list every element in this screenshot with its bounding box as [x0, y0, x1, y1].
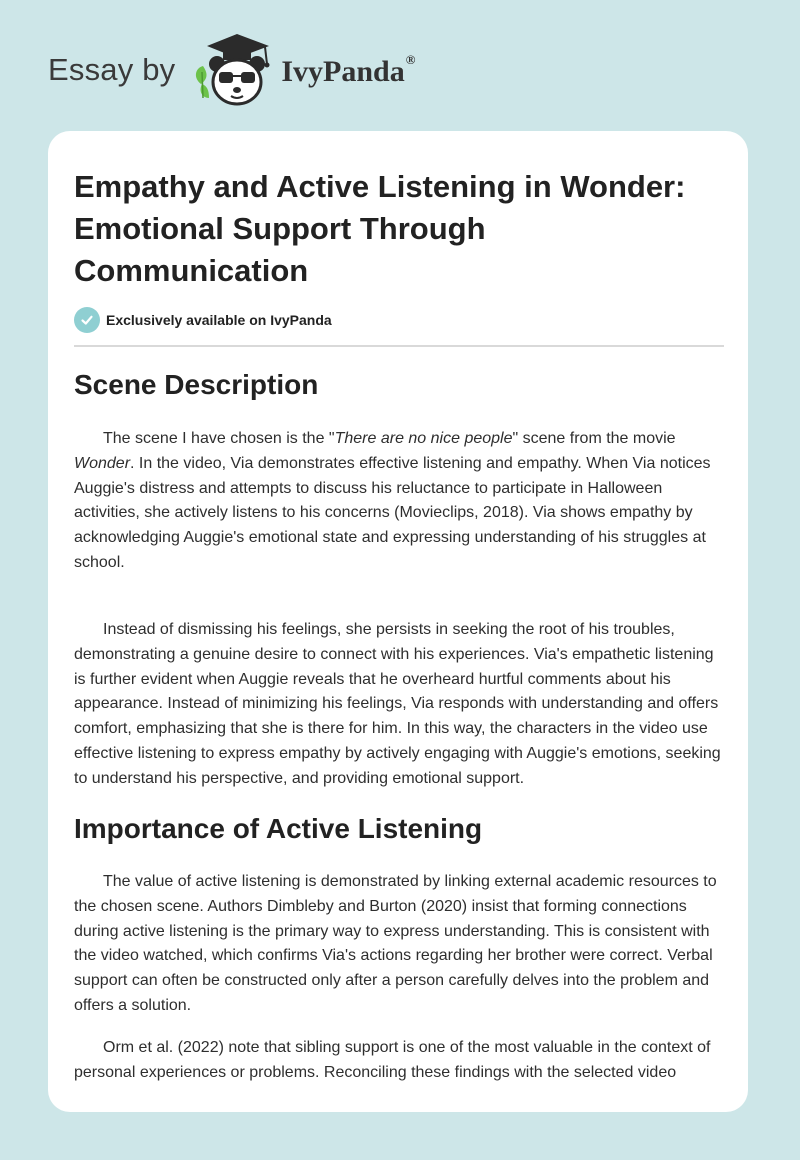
paragraph: Orm et al. (2022) note that sibling support is one of the most valuable in the context of personal experiences or problems. Reconciling these findings with the selected video: [74, 1039, 711, 1081]
registered-mark: ®: [405, 52, 416, 67]
exclusive-label: Exclusively available on IvyPanda: [106, 312, 332, 328]
panda-graduate-logo[interactable]: [189, 32, 279, 108]
brand-name[interactable]: IvyPanda®: [281, 52, 416, 88]
paragraph: The value of active listening is demonstrated by linking external academic resources to the chosen scene. Authors Dimbleby and Burton (2020) insist that forming connections during active listening is the primary way to express understanding. This is consistent with the video watched, which confirms Via's actions regarding her brother were correct. Verbal support can often be constructed only after a person carefully delves into the problem and offers a solution.: [74, 873, 717, 1014]
section-heading-importance-of-active-listening: Importance of Active Listening: [74, 813, 483, 844]
divider: [74, 345, 724, 347]
essay-card: [48, 131, 748, 1112]
essay-title: Empathy and Active Listening in Wonder: Emotional Support Through Communication: [74, 169, 686, 288]
paragraph: The scene I have chosen is the "There are no nice people" scene from the movie Wonder. In the video, Via demonstrates effective listening and empathy. When Via notices Auggie's distress and attempts to discuss his reluctance to participate in Halloween activities, she actively listens to his concerns (Movieclips, 2018). Via shows empathy by acknowledging Auggie's emotional state and expressing understanding of his struggles at school.: [74, 430, 711, 571]
check-circle-icon: [74, 307, 100, 333]
section-heading-scene-description: Scene Description: [74, 369, 319, 400]
essay-by-label: Essay by: [48, 52, 176, 87]
exclusive-badge: [74, 307, 332, 333]
site-header: [48, 30, 748, 110]
paragraph: Instead of dismissing his feelings, she persists in seeking the root of his troubles, demonstrating a genuine desire to connect with his experiences. Via's empathetic listening is further evident when Auggie reveals that he overheard hurtful comments about his appearance. Instead of minimizing his feelings, Via responds with understanding and offers comfort, emphasizing that she is there for him. In this way, the characters in the video use effective listening to express empathy by actively engaging with Auggie's emotions, seeking to understand his perspective, and providing emotional support.: [74, 621, 721, 787]
